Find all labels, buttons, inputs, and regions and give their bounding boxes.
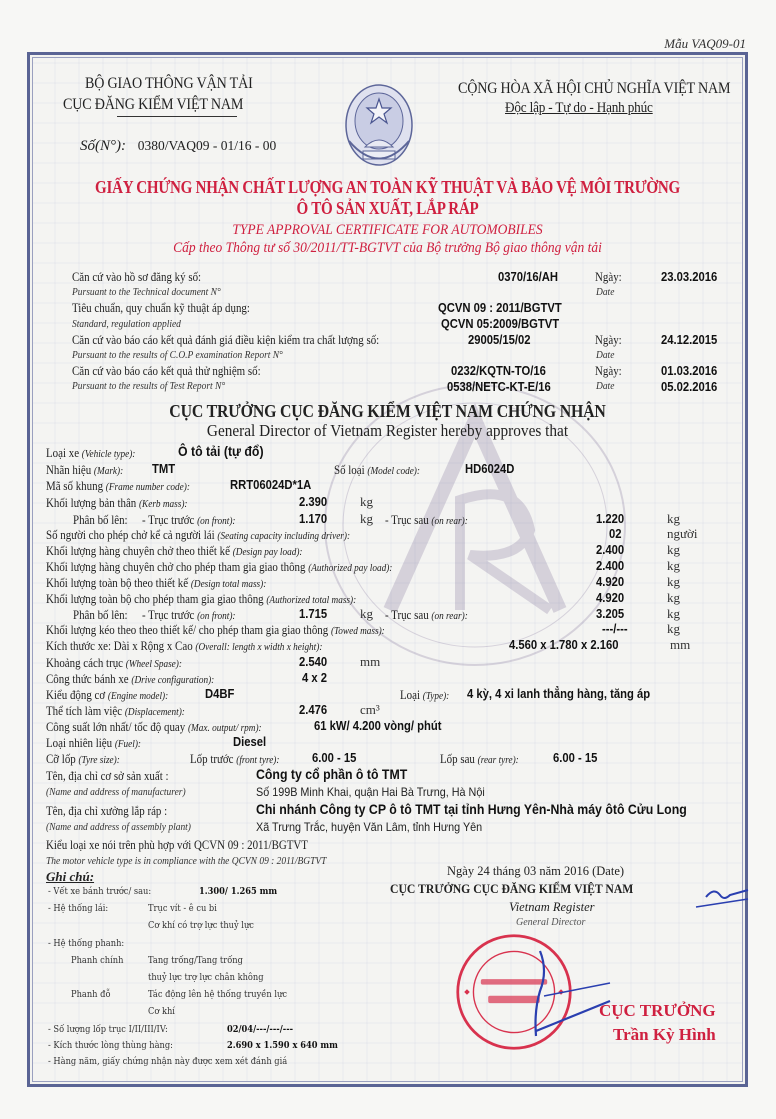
front-tyre-label: Lốp trước (front tyre): [190,751,280,766]
manufacturer-label: Tên, địa chỉ cơ sở sản xuất : [46,768,169,783]
form-code: Mẫu VAQ09-01 [664,36,746,51]
drive-label: Công thức bánh xe (Drive configuration): [46,671,215,686]
reg-date: 23.03.2016 [661,270,718,284]
total-front-label: - Trục trước (on front): [142,607,236,622]
reg-date-en: Date [596,286,615,298]
cargo-value: 2.690 x 1.590 x 640 mm [227,1041,338,1051]
reg-label: Căn cứ vào hồ sơ đăng ký số: [72,269,202,284]
test-date-label: Ngày: [595,363,622,378]
design-total-label: Khối lượng toàn bộ theo thiết kế (Design total mass): [46,575,267,590]
approval-sub-wrap [30,421,745,441]
design-payload-value: 2.400 [596,543,625,557]
brake-label: - Hệ thống phanh: [48,939,125,949]
engine-value: D4BF [205,687,235,701]
test-date-en: Date [596,380,615,392]
annual-note: - Hàng năm, giấy chứng nhận này được xem xét đánh giá [48,1057,288,1067]
cargo-label: - Kích thước lòng thùng hàng: [48,1041,173,1051]
auth-total-label: Khối lượng toàn bộ cho phép tham gia giao thông (Authorized total mass): [46,591,357,606]
agency-underline [117,116,237,117]
total-front-unit: kg [360,606,373,621]
disp-unit: cm³ [360,702,380,717]
test-value2: 0538/NETC-KT-E/16 [447,380,551,394]
test-value1: 0232/KQTN-TO/16 [451,364,546,378]
assembly-label: Tên, địa chỉ xưởng lắp ráp : [46,803,168,818]
tyres-count-value: 02/04/---/---/--- [227,1025,294,1035]
tyre-label: Cỡ lốp (Tyre size): [46,751,120,766]
kerb-front-label: - Trục trước (on front): [142,512,236,527]
park-brake-value1: Tác động lên hệ thống truyền lực [148,990,287,1000]
test-date1: 01.03.2016 [661,364,718,378]
design-total-unit: kg [667,574,680,589]
design-total-value: 4.920 [596,575,625,589]
size-label: Kích thước xe: Dài x Rộng x Cao (Overall: length x width x height): [46,638,323,653]
title-line3-wrap [30,222,745,239]
kerb-unit: kg [360,494,373,509]
auth-payload-unit: kg [667,558,680,573]
towed-unit: kg [667,621,680,636]
reg-date-label: Ngày: [595,269,622,284]
title-line1-wrap [30,177,745,198]
signatory-title: CỤC TRƯỞNG [599,1001,716,1020]
size-value: 4.560 x 1.780 x 2.160 [509,638,619,652]
title-line4: Cấp theo Thông tư số 30/2011/TT-BGTVT của Bộ trưởng Bộ giao thông vận tải [173,240,602,256]
agency-name: CỤC ĐĂNG KIỂM VIỆT NAM [63,96,244,113]
cop-label: Căn cứ vào báo cáo kết quả đánh giá điều kiện kiểm tra chất lượng số: [72,332,380,347]
approval-subheading: General Director of Vietnam Register hereby approves that [206,421,569,440]
certificate-frame [27,52,748,1087]
power-label: Công suất lớn nhất/ tốc độ quay (Max. output/ rpm): [46,719,262,734]
design-payload-unit: kg [667,542,680,557]
vehicle-type-value: Ô tô tải (tự đổ) [178,443,264,459]
mark-value: TMT [152,462,176,476]
seat-label: Số người cho phép chở kể cả người lái (Seating capacity including driver): [46,527,351,542]
kerb-rear-label: - Trục sau (on rear): [385,512,468,527]
notes-title: Ghi chú: [46,869,95,884]
approval-heading-wrap [30,401,745,422]
rear-tyre-value: 6.00 - 15 [553,751,598,765]
frame-value: RRT06024D*1A [230,478,312,492]
manufacturer-address: Số 199B Minh Khai, quận Hai Bà Trưng, Hà Nội [256,785,485,799]
auth-payload-value: 2.400 [596,559,625,573]
kerb-rear-unit: kg [667,511,680,526]
kerb-dist-label: Phân bố lên: [73,512,128,527]
title-line3: TYPE APPROVAL CERTIFICATE FOR AUTOMOBILES [232,222,543,238]
national-emblem-icon [343,81,415,173]
assembly-en: (Name and address of assembly plant) [46,821,191,833]
disp-value: 2.476 [299,703,328,717]
country-motto: Độc lập - Tự do - Hạnh phúc [505,100,653,116]
disp-label: Thể tích làm việc (Displacement): [46,703,185,718]
assembly-address: Xã Trưng Trắc, huyện Văn Lâm, tỉnh Hưng Yên [256,820,483,834]
signature-authority: CỤC TRƯỞNG CỤC ĐĂNG KIỂM VIỆT NAM [390,881,634,896]
kerb-front-value: 1.170 [299,512,328,526]
towed-label: Khối lượng kéo theo theo thiết kế/ cho phép tham gia giao thông (Towed mass): [46,622,385,637]
front-tyre-value: 6.00 - 15 [312,751,357,765]
steering-value1: Trục vít - ê cu bi [148,904,217,914]
signatory-name: Trần Kỳ Hình [613,1025,716,1044]
main-brake-label: Phanh chính [71,956,124,966]
seat-unit: người [667,526,698,541]
park-brake-value2: Cơ khí [148,1007,175,1017]
total-rear-label: - Trục sau (on rear): [385,607,468,622]
manufacturer-en: (Name and address of manufacturer) [46,786,186,798]
kerb-value: 2.390 [299,495,328,509]
towed-value: ---/--- [602,622,628,636]
number-value: 0380/VAQ09 - 01/16 - 00 [137,138,277,153]
wheelbase-label: Khoảng cách trục (Wheel Spase): [46,655,182,670]
cop-date: 24.12.2015 [661,333,718,347]
frame-label: Mã số khung (Frame number code): [46,478,190,493]
fuel-value: Diesel [233,735,267,749]
signature-authority-en1: Vietnam Register [509,900,595,914]
mark-label: Nhãn hiệu (Mark): [46,462,124,477]
reg-value: 0370/16/AH [498,270,559,284]
total-dist-label: Phân bố lên: [73,607,128,622]
auth-total-unit: kg [667,590,680,605]
title-line2-wrap [30,198,745,219]
drive-value: 4 x 2 [302,671,328,685]
std-en: Standard, regulation applied [72,318,181,330]
reg-en: Pursuant to the Technical document N° [72,286,221,298]
track-value: 1.300/ 1.265 mm [199,887,278,897]
engine-label: Kiểu động cơ (Engine model): [46,687,169,702]
cop-en: Pursuant to the results of C.O.P examination Report N° [72,349,283,361]
kerb-rear-value: 1.220 [596,512,625,526]
park-brake-label: Phanh đỗ [71,990,111,1000]
engine-type-label: Loại (Type): [400,687,450,702]
approval-heading: CỤC TRƯỞNG CỤC ĐĂNG KIỂM VIỆT NAM CHỨNG NHẬN [169,401,606,421]
steering-label: - Hệ thống lái: [48,904,109,914]
total-rear-unit: kg [667,606,680,621]
signature-authority-en2: General Director [516,917,586,928]
test-date2: 05.02.2016 [661,380,718,394]
rear-tyre-label: Lốp sau (rear tyre): [440,751,519,766]
model-label: Số loại (Model code): [334,462,420,477]
compliance-vi: Kiểu loại xe nói trên phù hợp với QCVN 09 : 2011/BGTVT [46,837,308,852]
wheelbase-value: 2.540 [299,655,328,669]
kerb-front-unit: kg [360,511,373,526]
std-label: Tiêu chuẩn, quy chuẩn kỹ thuật áp dụng: [72,300,250,315]
cop-date-en: Date [596,349,615,361]
title-line2: Ô TÔ SẢN XUẤT, LẮP RÁP [296,198,479,218]
model-value: HD6024D [465,462,515,476]
certificate-number [80,138,276,155]
seat-value: 02 [609,527,622,541]
title-line4-wrap [30,240,745,257]
total-front-value: 1.715 [299,607,328,621]
auth-payload-label: Khối lượng hàng chuyên chở cho phép tham gia giao thông (Authorized pay load): [46,559,393,574]
tyres-count-label: - Số lượng lốp trục I/II/III/IV: [48,1025,168,1035]
country-name: CỘNG HÒA XÃ HỘI CHỦ NGHĨA VIỆT NAM [458,80,731,97]
steering-value2: Cơ khí có trợ lực thuỷ lực [148,921,254,931]
kerb-label: Khối lượng bản thân (Kerb mass): [46,495,188,510]
cop-date-label: Ngày: [595,332,622,347]
test-label: Căn cứ vào báo cáo kết quả thử nghiệm số: [72,363,261,378]
auth-total-value: 4.920 [596,591,625,605]
total-rear-value: 3.205 [596,607,625,621]
title-line1: GIẤY CHỨNG NHẬN CHẤT LƯỢNG AN TOÀN KỸ THUẬT VÀ BẢO VỆ MÔI TRƯỜNG [95,177,680,197]
engine-type-value: 4 kỳ, 4 xi lanh thẳng hàng, tăng áp [467,687,651,701]
test-en: Pursuant to the results of Test Report N° [72,380,226,392]
design-payload-label: Khối lượng hàng chuyên chở theo thiết kế (Design pay load): [46,543,303,558]
std-value2: QCVN 05:2009/BGTVT [441,317,560,331]
size-unit: mm [670,637,691,652]
manufacturer-name: Công ty cổ phần ô tô TMT [256,766,408,782]
ministry-name: BỘ GIAO THÔNG VẬN TẢI [85,75,253,92]
power-value: 61 kW/ 4.200 vòng/ phút [314,719,442,733]
main-brake-value1: Tang trống/Tang trống [148,956,243,966]
wheelbase-unit: mm [360,654,381,669]
vehicle-type-label: Loại xe (Vehicle type): [46,445,136,460]
track-label: - Vết xe bánh trước/ sau: [48,887,152,897]
main-brake-value2: thuỷ lực trợ lực chân không [148,973,264,983]
assembly-name: Chi nhánh Công ty CP ô tô TMT tại tỉnh Hưng Yên-Nhà máy ôtô Cửu Long [256,801,687,817]
number-label: Số(N°): [80,138,126,154]
cop-value: 29005/15/02 [468,333,531,347]
fuel-label: Loại nhiên liệu (Fuel): [46,735,142,750]
signature-date: Ngày 24 tháng 03 năm 2016 (Date) [447,864,625,878]
compliance-en: The motor vehicle type is in compliance with the QCVN 09 : 2011/BGTVT [46,855,327,867]
std-value1: QCVN 09 : 2011/BGTVT [438,301,562,315]
